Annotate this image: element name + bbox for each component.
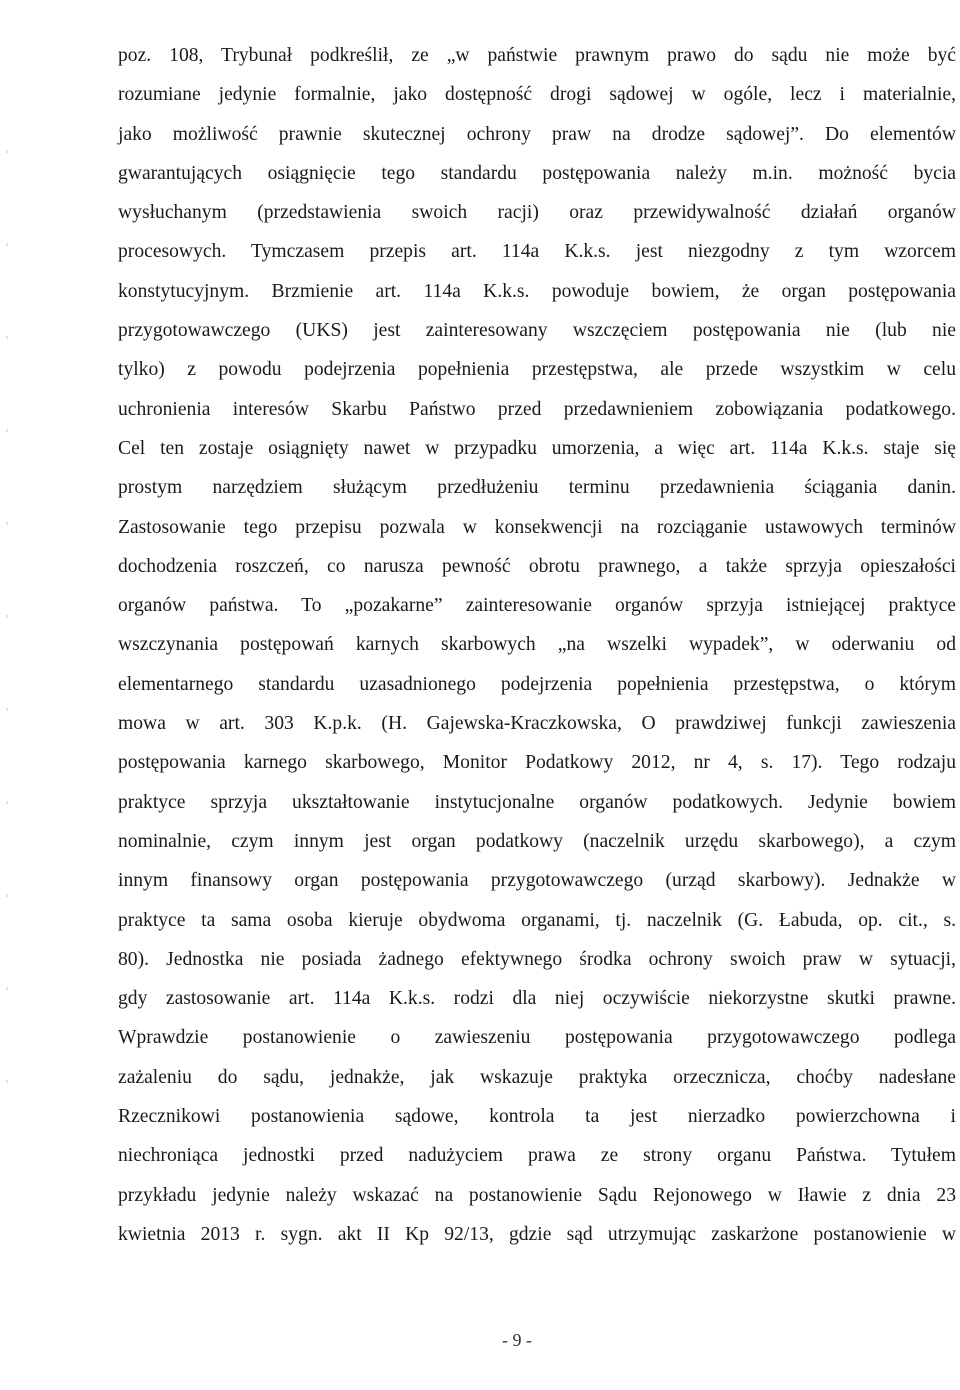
text-line: organów państwa. To „pozakarne” zainteresowanie organów sprzyja istniejącej praktyce xyxy=(118,595,956,617)
body-text xyxy=(118,36,956,1254)
text-line: 80). Jednostka nie posiada żadnego efektywnego środka ochrony swoich praw w sytuacji, xyxy=(118,948,956,970)
text-line: niechroniąca jednostki przed nadużyciem prawa ze strony organu Państwa. Tytułem xyxy=(118,1145,956,1167)
text-line: uchronienia interesów Skarbu Państwo przed przedawnieniem zobowiązania podatkowego. xyxy=(118,398,956,420)
text-line: wszczynania postępowań karnych skarbowych „na wszelki wypadek”, w oderwaniu od xyxy=(118,634,956,656)
text-line: tylko) z powodu podejrzenia popełnienia przestępstwa, ale przede wszystkim w celu xyxy=(118,359,956,381)
text-line: elementarnego standardu uzasadnionego podejrzenia popełnienia przestępstwa, o którym xyxy=(118,673,956,695)
text-line: przygotowawczego (UKS) jest zainteresowany wszczęciem postępowania nie (lub nie xyxy=(118,320,956,342)
text-line: przykładu jedynie należy wskazać na postanowienie Sądu Rejonowego w Iławie z dnia 23 xyxy=(118,1184,956,1206)
text-line: nominalnie, czym innym jest organ podatkowy (naczelnik urzędu skarbowego), a czym xyxy=(118,830,956,852)
text-line: praktyce sprzyja ukształtowanie instytucjonalne organów podatkowych. Jedynie bowiem xyxy=(118,791,956,813)
text-line: Rzecznikowi postanowienia sądowe, kontrola ta jest nierzadko powierzchowna i xyxy=(118,1106,956,1128)
text-line: Wprawdzie postanowienie o zawieszeniu postępowania przygotowawczego podlega xyxy=(118,1027,956,1049)
text-line: poz. 108, Trybunał podkreślił, ze „w państwie prawnym prawo do sądu nie może być xyxy=(118,45,956,66)
text-line: rozumiane jedynie formalnie, jako dostępność drogi sądowej w ogóle, lecz i materialnie, xyxy=(118,84,956,106)
text-line: postępowania karnego skarbowego, Monitor Podatkowy 2012, nr 4, s. 17). Tego rodzaju xyxy=(118,752,956,774)
text-line: procesowych. Tymczasem przepis art. 114a K.k.s. jest niezgodny z tym wzorcem xyxy=(118,241,956,263)
scan-margin-artifact xyxy=(6,60,8,1160)
text-line: Cel ten zostaje osiągnięty nawet w przypadku umorzenia, a więc art. 114a K.k.s. staje się xyxy=(118,437,956,459)
text-line: wysłuchanym (przedstawienia swoich racji) oraz przewidywalność działań organów xyxy=(118,202,956,224)
text-line: mowa w art. 303 K.p.k. (H. Gajewska-Kraczkowska, O prawdziwej funkcji zawieszenia xyxy=(118,713,956,735)
text-line: gdy zastosowanie art. 114a K.k.s. rodzi dla niej oczywiście niekorzystne skutki prawne. xyxy=(118,988,956,1010)
text-line: konstytucyjnym. Brzmienie art. 114a K.k.s. powoduje bowiem, że organ postępowania xyxy=(118,280,956,302)
text-line: jako możliwość prawnie skutecznej ochrony praw na drodze sądowej”. Do elementów xyxy=(118,123,956,145)
text-line: Zastosowanie tego przepisu pozwala w konsekwencji na rozciąganie ustawowych terminów xyxy=(118,516,956,538)
text-line: innym finansowy organ postępowania przygotowawczego (urząd skarbowy). Jednakże w xyxy=(118,870,956,892)
text-line: prostym narzędziem służącym przedłużeniu terminu przedawnienia ściągania danin. xyxy=(118,477,956,499)
text-line: kwietnia 2013 r. sygn. akt II Kp 92/13, gdzie sąd utrzymując zaskarżone postanowienie w xyxy=(118,1223,956,1245)
text-line: praktyce ta sama osoba kieruje obydwoma organami, tj. naczelnik (G. Łabuda, op. cit., s. xyxy=(118,909,956,931)
text-line: dochodzenia roszczeń, co narusza pewność obrotu prawnego, a także sprzyja opieszałości xyxy=(118,555,956,577)
page-number: - 9 - xyxy=(502,1330,532,1350)
text-line: zażaleniu do sądu, jednakże, jak wskazuje praktyka orzecznicza, choćby nadesłane xyxy=(118,1066,956,1088)
text-line: gwarantujących osiągnięcie tego standardu postępowania należy m.in. możność bycia xyxy=(118,162,956,184)
